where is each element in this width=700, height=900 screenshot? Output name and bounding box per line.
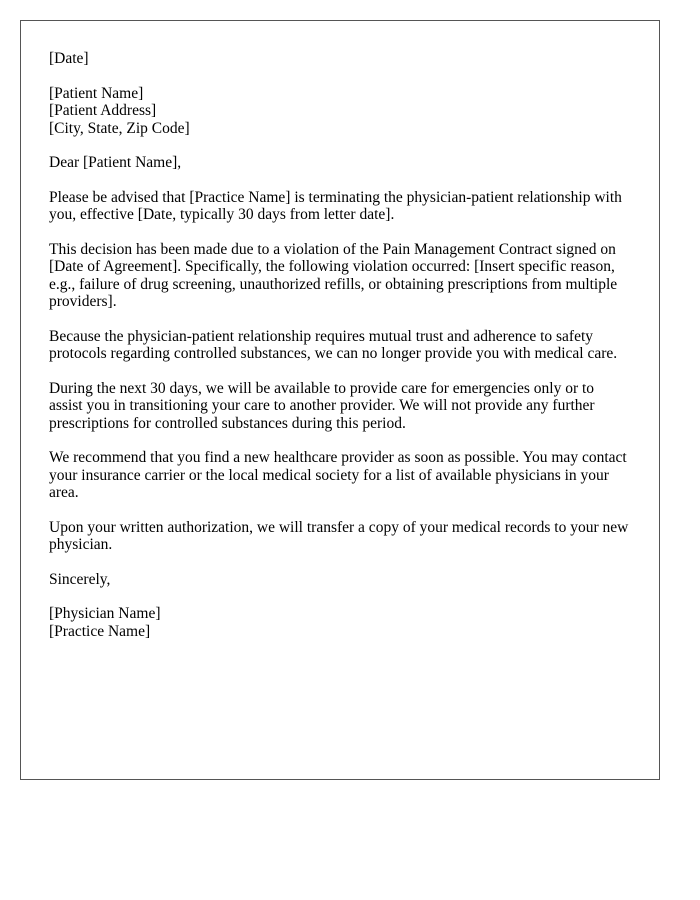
paragraph-transition-period: During the next 30 days, we will be available to provide care for emergencies only or to assist you in transitioning your care to another provider. We will not provide any further prescriptions for controlled substances during this period. bbox=[49, 379, 595, 432]
paragraph-trust-explanation: Because the physician-patient relationship requires mutual trust and adherence to safety protocols regarding controlled substances, we can no longer provide you with medical care. bbox=[49, 327, 618, 362]
paragraph-new-provider-recommendation: We recommend that you find a new healthcare provider as soon as possible. You may contact your insurance carrier or the local medical society for a list of available physicians in your area. bbox=[49, 449, 627, 501]
paragraph-records-transfer: Upon your written authorization, we will transfer a copy of your medical records to your new physician. bbox=[49, 518, 629, 553]
salutation: Dear [Patient Name], bbox=[49, 154, 182, 171]
practice-name: [Practice Name] bbox=[49, 622, 151, 640]
physician-name: [Physician Name] bbox=[49, 605, 161, 622]
paragraph-violation-reason: This decision has been made due to a violation of the Pain Management Contract signed on [Date of Agreement]. Specifically, the following violation occurred: [Insert specific reason, e.g., failure of drug screening, unauthorized refills, or obtaining prescriptions from multiple providers]. bbox=[49, 240, 618, 310]
letter-date: [Date] bbox=[49, 50, 89, 67]
recipient-city-state-zip: [City, State, Zip Code] bbox=[49, 119, 190, 137]
recipient-name: [Patient Name] bbox=[49, 84, 144, 102]
signature-block bbox=[49, 605, 631, 640]
recipient-address: [Patient Address] bbox=[49, 102, 157, 119]
letter-page bbox=[20, 20, 660, 780]
recipient-address-block bbox=[49, 85, 631, 138]
paragraph-termination-notice: Please be advised that [Practice Name] is terminating the physician-patient relationship with you, effective [Date, typically 30 days from letter date]. bbox=[49, 188, 622, 223]
closing: Sincerely, bbox=[49, 570, 111, 588]
